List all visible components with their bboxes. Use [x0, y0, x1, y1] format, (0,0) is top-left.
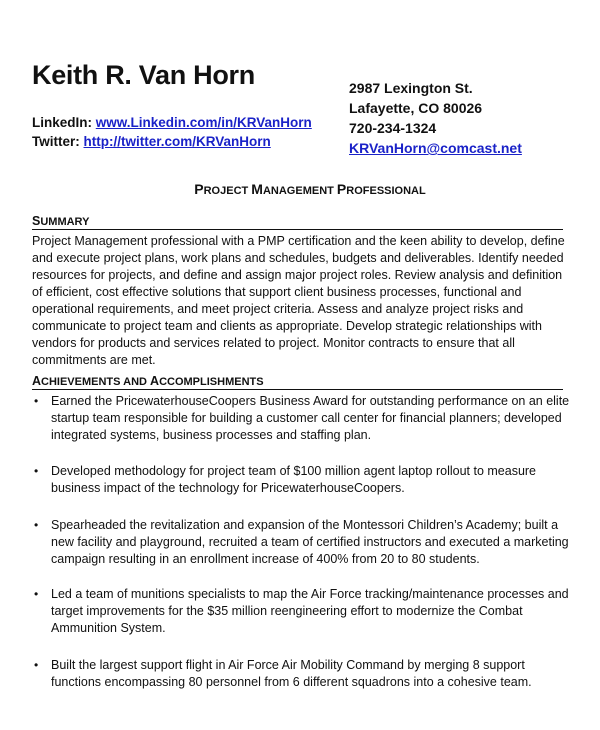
- list-item: • Built the largest support flight in Air Force Air Mobility Command by merging 8 support functions encompassing 80 personnel from 6 different squadrons into a cohesive team.: [34, 658, 532, 689]
- list-item: • Spearheaded the revitalization and expansion of the Montessori Children’s Academy; built a new facility and playground, recruited a team of certified instructors and executed a marketing campaign resulting in an enrollment increase of 400% from 20 to 80 students.: [34, 518, 569, 566]
- list-item: • Led a team of munitions specialists to map the Air Force tracking/maintenance processes and target improvements for the $35 million reengineering effort to modernize the Combat Ammunition System.: [34, 587, 569, 635]
- twitter-line: [32, 132, 312, 151]
- twitter-link[interactable]: http://twitter.com/KRVanHorn: [83, 134, 271, 149]
- bullet-icon: •: [34, 587, 39, 601]
- bullet-icon: •: [34, 394, 39, 408]
- linkedin-link[interactable]: www.Linkedin.com/in/KRVanHorn: [95, 115, 312, 130]
- contact-block: [349, 78, 522, 158]
- social-links: [32, 113, 312, 151]
- email-link[interactable]: KRVanHorn@comcast.net: [349, 140, 522, 156]
- phone-number: 720-234-1324: [349, 120, 437, 136]
- address-line-2: Lafayette, CO 80026: [349, 100, 483, 116]
- candidate-name: Keith R. Van Horn: [32, 60, 255, 90]
- achievements-list: [32, 393, 577, 691]
- bullet-icon: •: [34, 518, 39, 532]
- list-item: • Developed methodology for project team of $100 million agent laptop rollout to measure business impact of the technology for PricewaterhouseCoopers.: [34, 464, 537, 495]
- summary-heading: SUMMARY: [32, 214, 563, 230]
- bullet-icon: •: [34, 464, 39, 478]
- linkedin-label: LinkedIn:: [32, 115, 92, 130]
- summary-paragraph: Project Management professional with a PMP certification and the keen ability to develop, define and execute project plans, work plans and schedules, budgets and deliverables. Identify needed resources for projects, and define and assign major project roles. Review analysis and definition of efficient, cost effective solutions that support client business processes, functional and operational requirements, and meet project criteria. Assess and analyze project risks and communicate to project team and clients as appropriate. Develop strategic relationships with vendors for products and services related to project. Monitor contracts to ensure that all commitments are met.: [32, 234, 565, 367]
- achievements-heading: ACHIEVEMENTS AND ACCOMPLISHMENTS: [32, 374, 563, 390]
- address-line-1: 2987 Lexington St.: [349, 80, 473, 96]
- list-item: • Earned the PricewaterhouseCoopers Business Award for outstanding performance on an elite startup team responsible for building a customer call center for financial planners; developed integrated systems, business processes and staffing plan.: [34, 394, 570, 442]
- twitter-label: Twitter:: [32, 134, 80, 149]
- bullet-icon: •: [34, 658, 39, 672]
- professional-headline: PROJECT MANAGEMENT PROFESSIONAL: [194, 181, 426, 197]
- linkedin-line: [32, 113, 312, 132]
